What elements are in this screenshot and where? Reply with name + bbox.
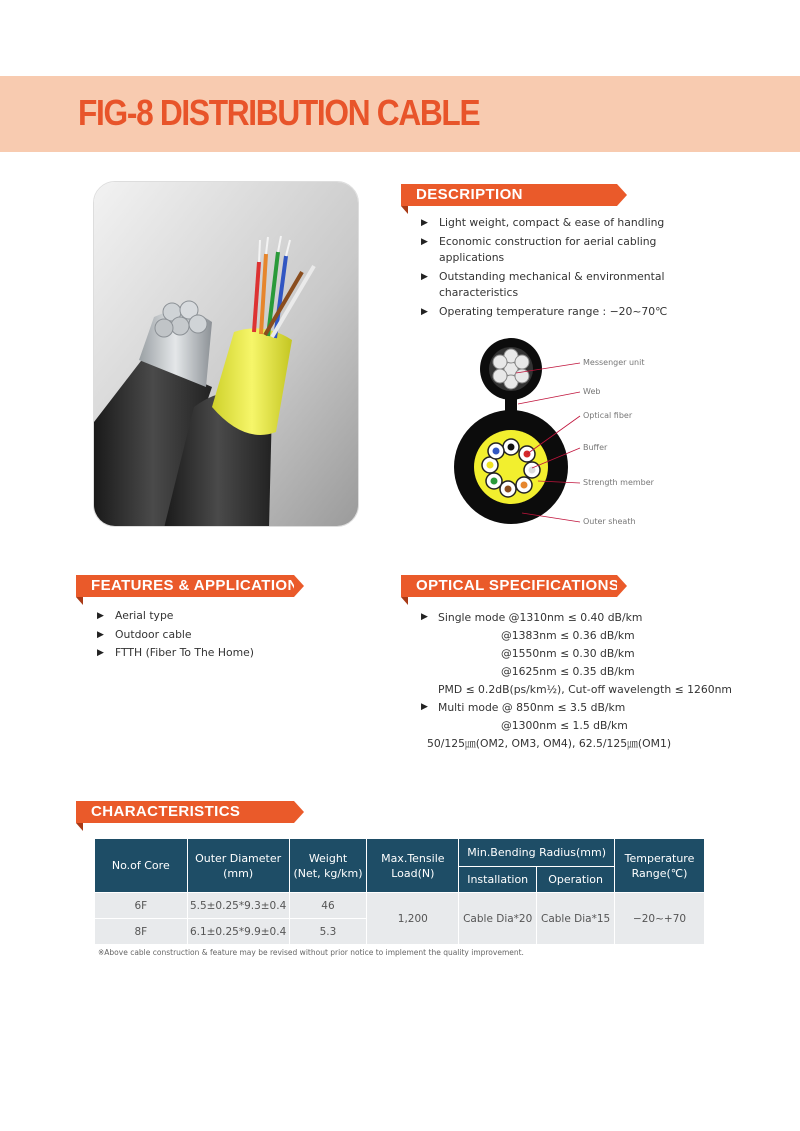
optical-heading: OPTICAL SPECIFICATIONS xyxy=(401,575,617,597)
diagram-label-outer-sheath: Outer sheath xyxy=(583,517,636,526)
page-title: FIG-8 DISTRIBUTION CABLE xyxy=(78,92,480,133)
features-list xyxy=(97,608,357,664)
bullet-arrow-icon: ▶ xyxy=(421,702,428,712)
diagram-label-messenger: Messenger unit xyxy=(583,358,645,367)
cell-operation: Cable Dia*15 xyxy=(537,893,615,945)
single-mode-spec: Single mode @1310nm ≤ 0.40 dB/km xyxy=(438,611,643,624)
diagram-label-web: Web xyxy=(583,387,601,396)
table-row xyxy=(95,893,705,919)
cell-core: 8F xyxy=(95,919,188,945)
cell-diameter: 6.1±0.25*9.9±0.4 xyxy=(187,919,289,945)
cell-installation: Cable Dia*20 xyxy=(459,893,537,945)
cell-diameter: 5.5±0.25*9.3±0.4 xyxy=(187,893,289,919)
cell-tensile: 1,200 xyxy=(367,893,459,945)
list-item: ▶ Outstanding mechanical & environmental characteristics xyxy=(421,269,751,302)
single-mode-1625: @1625nm ≤ 0.35 dB/km xyxy=(501,665,635,678)
single-mode-1550: @1550nm ≤ 0.30 dB/km xyxy=(501,647,635,660)
cable-photo xyxy=(93,181,359,527)
footnote: ※Above cable construction & feature may be revised without prior notice to implement the quality improvement. xyxy=(98,948,524,957)
list-item: ▶ Economic construction for aerial cabling applications xyxy=(421,234,751,267)
header-bending: Min.Bending Radius(mm) xyxy=(459,839,615,867)
cell-temperature: −20~+70 xyxy=(615,893,705,945)
bullet-arrow-icon: ▶ xyxy=(421,612,428,622)
cell-core: 6F xyxy=(95,893,188,919)
diagram-label-optical-fiber: Optical fiber xyxy=(583,411,633,420)
cable-cross-section-diagram xyxy=(450,335,670,535)
cell-weight: 46 xyxy=(289,893,367,919)
header-tensile: Max.Tensile Load(N) xyxy=(367,839,459,893)
header-weight: Weight (Net, kg/km) xyxy=(289,839,367,893)
pmd-spec: PMD ≤ 0.2dB(ps/km½), Cut-off wavelength ≤ 1260nm xyxy=(438,683,732,696)
description-heading: DESCRIPTION xyxy=(401,184,617,206)
diagram-label-buffer: Buffer xyxy=(583,443,608,452)
header-diameter: Outer Diameter (mm) xyxy=(187,839,289,893)
multi-mode-1300: @1300nm ≤ 1.5 dB/km xyxy=(501,719,628,732)
cell-weight: 5.3 xyxy=(289,919,367,945)
header-operation: Operation xyxy=(537,867,615,893)
multi-mode-fiber-types: 50/125㎛(OM2, OM3, OM4), 62.5/125㎛(OM1) xyxy=(427,737,672,750)
list-item: ▶ FTTH (Fiber To The Home) xyxy=(97,645,357,662)
header-installation: Installation xyxy=(459,867,537,893)
list-item: ▶ Aerial type xyxy=(97,608,357,625)
list-item: ▶ Outdoor cable xyxy=(97,627,357,644)
multi-mode-spec: Multi mode @ 850nm ≤ 3.5 dB/km xyxy=(438,701,626,714)
diagram-label-strength-member: Strength member xyxy=(583,478,654,487)
characteristics-table xyxy=(94,838,705,945)
list-item: ▶ Operating temperature range : −20~70℃ xyxy=(421,304,751,321)
single-mode-1383: @1383nm ≤ 0.36 dB/km xyxy=(501,629,635,642)
description-list xyxy=(421,215,751,322)
header-core: No.of Core xyxy=(95,839,188,893)
header-temperature: Temperature Range(℃) xyxy=(615,839,705,893)
list-item: ▶ Light weight, compact & ease of handling xyxy=(421,215,751,232)
features-heading: FEATURES & APPLICATIONS xyxy=(76,575,294,597)
characteristics-heading: CHARACTERISTICS xyxy=(76,801,294,823)
